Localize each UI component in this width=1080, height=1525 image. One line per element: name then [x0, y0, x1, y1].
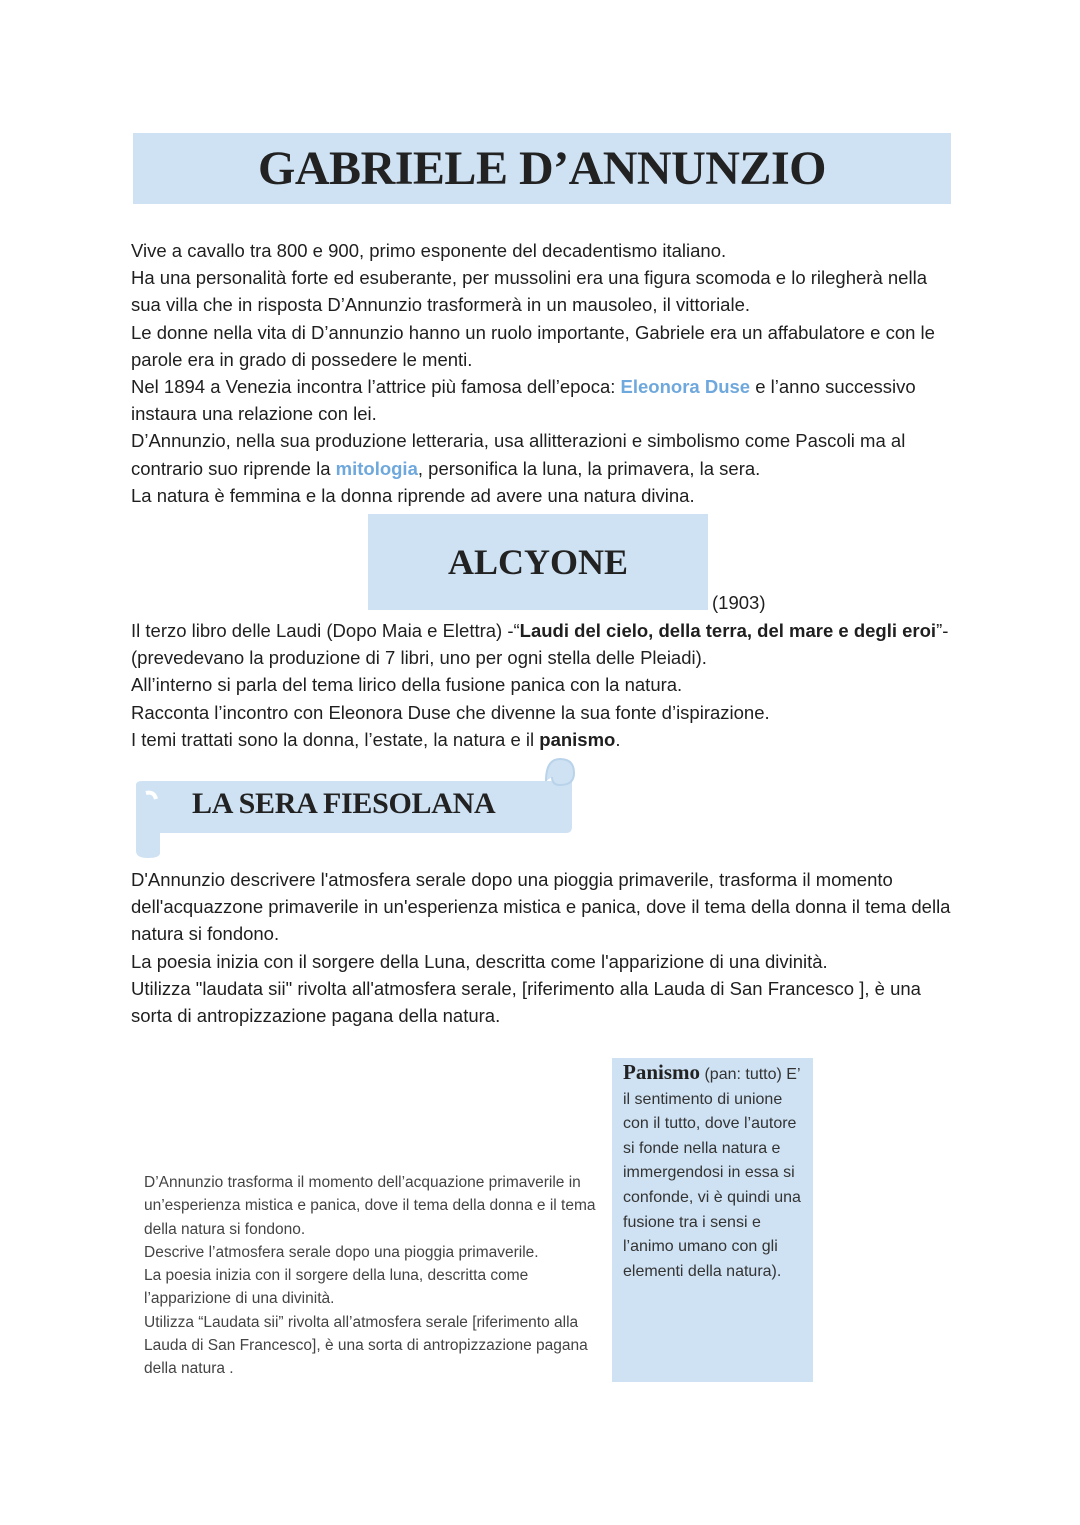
alcyone-line-2: All’interno si parla del tema lirico della fusione panica con la natura. — [131, 674, 683, 696]
alcyone-line-3: Racconta l’incontro con Eleonora Duse che divenne la sua fonte d’ispirazione. — [131, 701, 770, 723]
sera-line-1: D'Annunzio descrivere l'atmosfera serale dopo una pioggia primaverile, trasforma il momento dell'acquazzone primaverile in un'esperienza mistica e panica, dove il tema della donna il tema della natura si fondono. — [131, 869, 951, 945]
panismo-definition-box — [612, 1058, 813, 1382]
alcyone-line-4: I temi trattati sono la donna, l’estate, la natura e il panismo. — [131, 728, 621, 750]
sera-line-3: Utilizza "laudata sii" rivolta all'atmosfera serale, [riferimento alla Lauda di San Francesco ], è una sorta di antropizzazione pagana della natura. — [131, 977, 921, 1027]
alcyone-banner — [368, 514, 708, 610]
page-title: GABRIELE D’ANNUNZIO — [258, 142, 826, 195]
intro-line-6: La natura è femmina e la donna riprende ad avere una natura divina. — [131, 484, 695, 506]
quote-line-1: D’Annunzio trasforma il momento dell’acquazione primaverile in un’esperienza mistica e panica, dove il tema della donna e il tema della natura si fondono. — [144, 1174, 596, 1238]
alcyone-title: ALCYONE — [447, 542, 629, 582]
quote-line-3: La poesia inizia con il sorgere della luna, descritta come l’apparizione di una divinità. — [144, 1267, 529, 1308]
quote-line-4: Utilizza “Laudata sii” rivolta all’atmosfera serale [riferimento alla Lauda di San Francesco], è una sorta di antropizzazione pagana della natura . — [144, 1313, 588, 1378]
sera-title: LA SERA FIESOLANA — [192, 787, 496, 820]
eleonora-duse-highlight: Eleonora Duse — [620, 376, 751, 398]
panismo-term: Panismo — [623, 1060, 701, 1084]
intro-section — [131, 237, 961, 509]
sera-section — [131, 866, 961, 1029]
intro-line-1: Vive a cavallo tra 800 e 900, primo esponente del decadentismo italiano. — [131, 240, 727, 261]
title-banner — [133, 133, 951, 204]
panismo-definition: (pan: tutto) E’ il sentimento di unione con il tutto, dove l’autore si fonde nella natura e immergendosi in essa si confonde, vi è quindi una fusione tra i sensi e l’animo umano con gli elementi della natura). — [623, 1066, 801, 1280]
alcyone-year: (1903) — [712, 592, 766, 613]
quote-excerpt — [144, 1171, 614, 1381]
intro-line-4: Nel 1894 a Venezia incontra l’attrice più famosa dell’epoca: Eleonora Duse e l’anno successivo instaura una relazione con lei. — [131, 376, 916, 425]
intro-line-5: D’Annunzio, nella sua produzione letteraria, usa allitterazioni e simbolismo come Pascoli ma al contrario suo riprende la mitologia, personifica la luna, la primavera, la sera. — [131, 430, 906, 479]
alcyone-section — [131, 617, 961, 753]
mitologia-highlight: mitologia — [335, 457, 418, 479]
intro-line-3: Le donne nella vita di D’annunzio hanno un ruolo importante, Gabriele era un affabulatore e con le parole era in grado di possedere le menti. — [131, 321, 935, 370]
sera-line-2: La poesia inizia con il sorgere della Luna, descritta come l'apparizione di una divinità. — [131, 950, 828, 972]
intro-line-2: Ha una personalità forte ed esuberante, per mussolini era una figura scomoda e lo rilegherà nella sua villa che in risposta D’Annunzio trasformerà in un mausoleo, il vittoriale. — [131, 267, 927, 316]
quote-line-2: Descrive l’atmosfera serale dopo una pioggia primaverile. — [144, 1243, 539, 1261]
alcyone-line-1: Il terzo libro delle Laudi (Dopo Maia e Elettra) -“Laudi del cielo, della terra, del mare e degli eroi”- (prevedevano la produzione di 7 libri, uno per ogni stella delle Pleiadi). — [131, 620, 949, 669]
